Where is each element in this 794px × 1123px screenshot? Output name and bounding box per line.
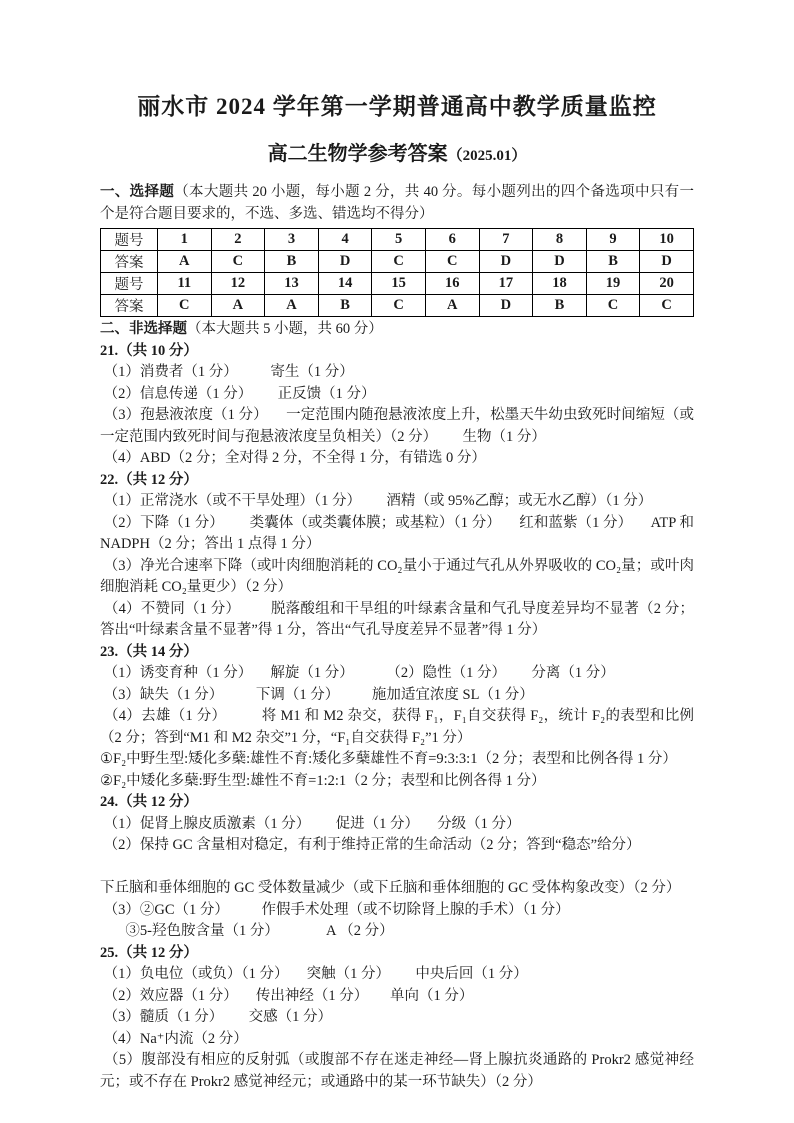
answer-line: （1）促肾上腺皮质激素（1 分） 促进（1 分） 分级（1 分） (100, 815, 521, 832)
answer-line: ①F₂中野生型:矮化多蘖:雄性不育:矮化多蘖雄性不育=9:3:3:1（2 分；表型和比例各得 1 分） (100, 751, 677, 767)
nonchoice-section-heading (100, 319, 694, 341)
answer-letter-cell: D (533, 251, 587, 273)
answer-letter-cell: C (211, 251, 265, 273)
answer-line: （3）②GC（1 分） 作假手术处理（或不切除肾上腺的手术）（1 分） (100, 901, 570, 918)
answer-line: （1）正常浇水（或不干旱处理）（1 分） 酒精（或 95%乙醇；或无水乙醇）（1 分） (100, 493, 653, 509)
question-number-cell: 3 (265, 229, 319, 251)
question-number-cell: 20 (640, 273, 694, 295)
answer-line: （3）孢悬液浓度（1 分） 一定范围内随孢悬液浓度上升，松墨天牛幼虫致死时间缩短（或一定范围内致死时间与孢悬液浓度呈负相关）（2 分） 生物（1 分） (100, 407, 695, 445)
answer-line: （1）消费者（1 分） 寄生（1 分） (100, 364, 354, 380)
question-block (100, 341, 694, 470)
question-header: 24.（共 12 分） (100, 794, 198, 810)
table-row-label: 答案 (101, 251, 158, 273)
table-row-label: 答案 (101, 295, 158, 317)
answer-letter-cell: C (158, 295, 212, 317)
question-number-cell: 12 (211, 273, 265, 295)
question-number-cell: 8 (533, 229, 587, 251)
answer-letter-cell: A (158, 251, 212, 273)
answer-letter-cell: C (372, 295, 426, 317)
answer-line: （1）诱变育种（1 分） 解旋（1 分） （2）隐性（1 分） 分离（1 分） (100, 665, 615, 681)
subtitle-date: （2025.01） (447, 148, 527, 164)
question-number-cell: 7 (479, 229, 533, 251)
answer-letter-cell: D (640, 251, 694, 273)
answer-letter-cell: D (479, 251, 533, 273)
answer-line: （3）净光合速率下降（或叶肉细胞消耗的 CO₂量小于通过气孔从外界吸收的 CO₂量；或叶肉细胞消耗 CO₂量更少）（2 分） (100, 557, 694, 595)
nonchoice-section-desc: （本大题共 5 小题，共 60 分） (187, 321, 383, 337)
answer-line: （2）保持 GC 含量相对稳定，有利于维持正常的生命活动（2 分；答到“稳态”给分） (100, 837, 641, 853)
question-number-cell: 11 (158, 273, 212, 295)
choice-section-heading (100, 182, 694, 225)
question-number-cell: 15 (372, 273, 426, 295)
question-header: 22.（共 12 分） (100, 471, 198, 488)
choice-section-label: 一、选择题 (100, 184, 175, 200)
answer-line: （1）负电位（或负）（1 分） 突触（1 分） 中央后回（1 分） (100, 966, 528, 982)
question-number-cell: 16 (425, 273, 479, 295)
question-header: 21.（共 10 分） (100, 342, 198, 359)
question-number-cell: 19 (586, 273, 640, 295)
answer-letter-cell: B (586, 251, 640, 273)
question-block (100, 792, 694, 943)
answer-letter-cell: A (211, 295, 265, 317)
answer-letter-cell: B (318, 295, 372, 317)
answer-table-row (101, 295, 694, 317)
answer-table-row (101, 273, 694, 295)
table-row-label: 题号 (101, 229, 158, 251)
question-number-cell: 5 (372, 229, 426, 251)
answer-line: （4）去雄（1 分） 将 M1 和 M2 杂交，获得 F₁，F₁自交获得 F₂，统计 F₂的表型和比例（2 分；答到“M1 和 M2 杂交”1 分，“F₁自交获得 F₂”1 分） (100, 708, 694, 746)
answer-letter-cell: C (372, 251, 426, 273)
question-header: 23.（共 14 分） (100, 643, 198, 660)
answer-table-row (101, 251, 694, 273)
answer-letter-cell: B (265, 251, 319, 273)
answer-letter-cell: B (533, 295, 587, 317)
question-block (100, 943, 694, 1094)
answer-line: （3）缺失（1 分） 下调（1 分） 施加适宜浓度 SL（1 分） (100, 686, 534, 703)
answer-line: ②F₂中矮化多蘖:野生型:雄性不育=1:2:1（2 分；表型和比例各得 1 分） (100, 772, 546, 789)
questions-container (100, 341, 698, 1094)
nonchoice-section-label: 二、非选择题 (100, 321, 187, 337)
table-row-label: 题号 (101, 273, 158, 295)
answer-table (100, 228, 694, 317)
question-block (100, 642, 694, 793)
answer-line: （2）效应器（1 分） 传出神经（1 分） 单向（1 分） (100, 987, 474, 1004)
answer-line: （4）不赞同（1 分） 脱落酸组和干旱组的叶绿素含量和气孔导度差异均不显著（2 分；答出“叶绿素含量不显著”得 1 分，答出“气孔导度差异不显著”得 1 分） (100, 600, 695, 638)
question-number-cell: 10 (640, 229, 694, 251)
question-number-cell: 2 (211, 229, 265, 251)
question-header: 25.（共 12 分） (100, 944, 198, 961)
answer-line: （2）信息传递（1 分） 正反馈（1 分） (100, 385, 376, 402)
answer-table-row (101, 229, 694, 251)
page-title: 丽水市 2024 学年第一学期普通高中教学质量监控 (137, 94, 657, 119)
answer-letter-cell: D (479, 295, 533, 317)
question-number-cell: 14 (318, 273, 372, 295)
answer-line: （3）髓质（1 分） 交感（1 分） (100, 1009, 332, 1025)
answer-letter-cell: C (425, 251, 479, 273)
answer-line: 下丘脑和垂体细胞的 GC 受体数量减少（或下丘脑和垂体细胞的 GC 受体构象改变）（2 分） (100, 858, 681, 896)
answer-line: （4）Na⁺内流（2 分） (100, 1030, 248, 1047)
question-number-cell: 17 (479, 273, 533, 295)
answer-letter-cell: C (640, 295, 694, 317)
answer-letter-cell: C (586, 295, 640, 317)
answer-line: （2）下降（1 分） 类囊体（或类囊体膜；或基粒）（1 分） 红和蓝紫（1 分） ATP 和 NADPH（2 分；答出 1 点得 1 分） (100, 514, 698, 552)
question-number-cell: 18 (533, 273, 587, 295)
question-number-cell: 6 (425, 229, 479, 251)
question-number-cell: 1 (158, 229, 212, 251)
choice-section-desc: （本大题共 20 小题，每小题 2 分，共 40 分。每小题列出的四个备选项中只有一个是符合题目要求的，不选、多选、错选均不得分） (100, 184, 695, 222)
question-block (100, 470, 698, 642)
question-number-cell: 4 (318, 229, 372, 251)
question-number-cell: 13 (265, 273, 319, 295)
answer-letter-cell: A (265, 295, 319, 317)
answer-letter-cell: D (318, 251, 372, 273)
answer-table-body (101, 229, 694, 317)
question-number-cell: 9 (586, 229, 640, 251)
answer-line: （5）腹部没有相应的反射弧（或腹部不存在迷走神经—肾上腺抗炎通路的 Prokr2 感觉神经元；或不存在 Prokr2 感觉神经元；或通路中的某一环节缺失）（2 分） (100, 1052, 695, 1090)
answer-line: （4）ABD（2 分；全对得 2 分，不全得 1 分，有错选 0 分） (100, 450, 486, 466)
answer-letter-cell: A (425, 295, 479, 317)
answer-line: ③5-羟色胺含量（1 分） A （2 分） (100, 923, 394, 939)
subtitle-text: 高二生物学参考答案 (267, 143, 448, 165)
page-subtitle (100, 137, 694, 166)
